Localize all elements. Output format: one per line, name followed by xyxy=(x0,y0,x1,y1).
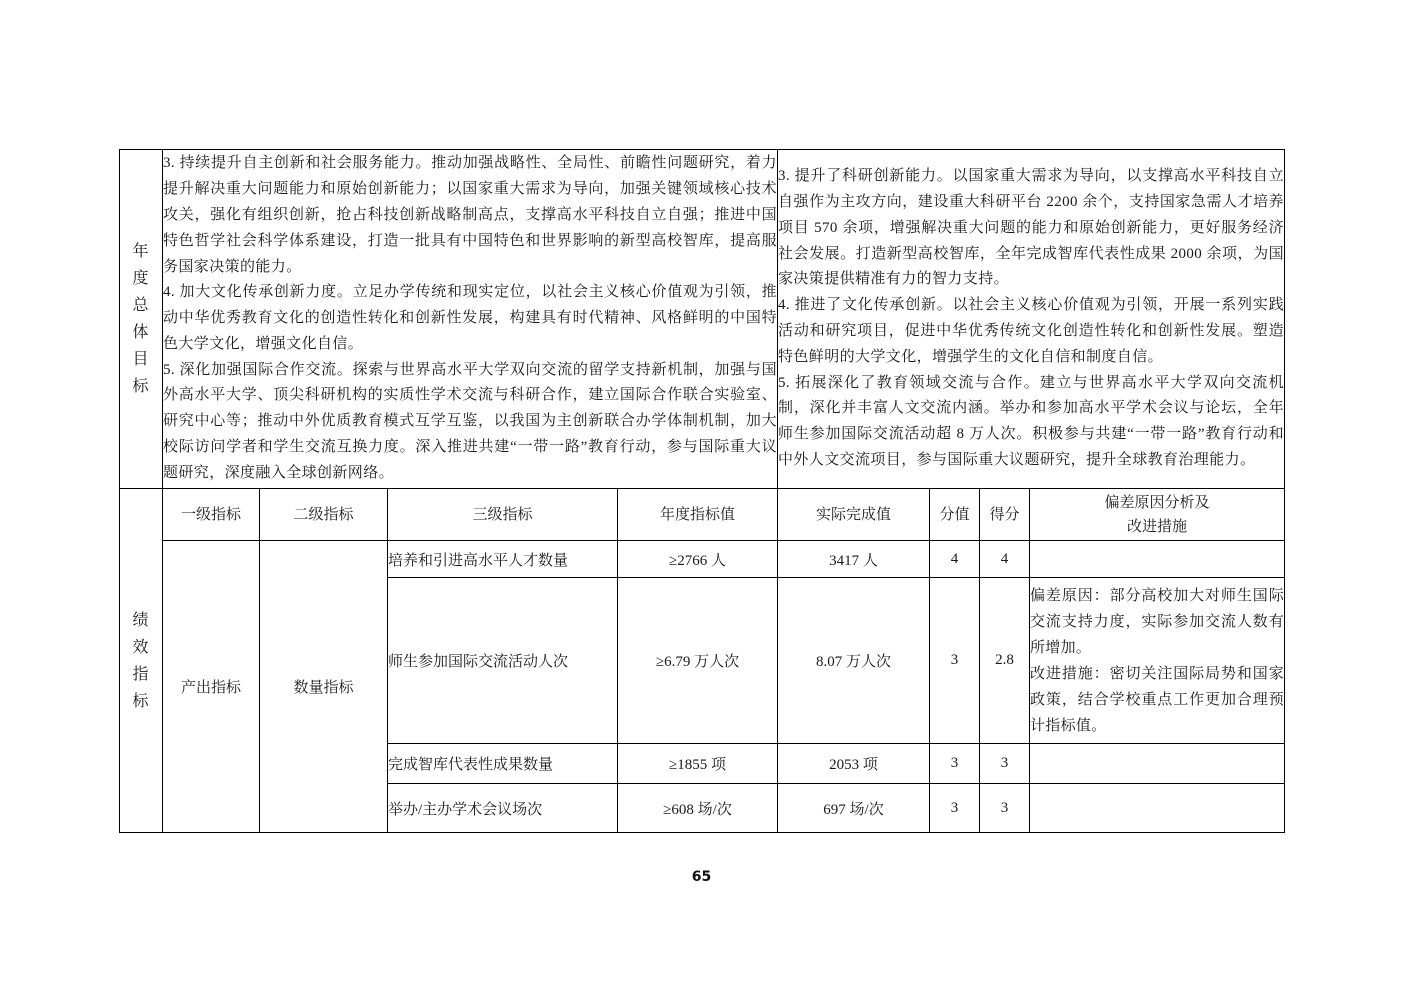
score-value: 4 xyxy=(980,541,1030,578)
goal-paragraph: 3. 提升了科研创新能力。以国家重大需求为导向，以支撑高水平科技自立自强作为主攻方向，建设重大科研平台 2200 余个，支持国家急需人才培养项目 570 余项，增强解决重大问题的能力和原始创新能力，更好服务经济社会发展。打造新型高校智库，全年完成智库代表性成果 2000 余项，为国家决策提供精准有力的智力支持。 xyxy=(778,168,1284,288)
deviation-reason: 偏差原因：部分高校加大对师生国际交流支持力度，实际参加交流人数有所增加。 xyxy=(1030,587,1284,656)
goal-paragraph: 4. 加大文化传承创新力度。立足办学传统和现实定位，以社会主义核心价值观为引领，推动中华优秀教育文化的创造性转化和创新性发展，构建具有时代精神、风格鲜明的中国特色大学文化，增强文化自信。 xyxy=(163,284,777,352)
points-value: 3 xyxy=(930,744,980,784)
performance-indicators-label xyxy=(120,489,163,833)
annual-goals-label xyxy=(120,150,163,489)
indicator-name: 完成智库代表性成果数量 xyxy=(388,744,618,784)
improvement-measure: 改进措施：密切关注国际局势和国家政策，结合学校重点工作更加合理预计指标值。 xyxy=(1030,665,1284,734)
col-header-level1: 一级指标 xyxy=(163,489,260,541)
target-value: ≥1855 项 xyxy=(618,744,778,784)
level1-group-cell: 产出指标 xyxy=(163,541,260,833)
level2-group-cell: 数量指标 xyxy=(260,541,388,833)
col-header-deviation xyxy=(1030,489,1285,541)
actual-value: 3417 人 xyxy=(778,541,930,578)
target-value: ≥2766 人 xyxy=(618,541,778,578)
goal-paragraph: 3. 持续提升自主创新和社会服务能力。推动加强战略性、全局性、前瞻性问题研究，着力提升解决重大问题能力和原始创新能力；以国家重大需求为导向，加强关键领域核心技术攻关，强化有组织创新，抢占科技创新战略制高点，支撑高水平科技自立自强；推进中国特色哲学社会科学体系建设，打造一批具有中国特色和世界影响的新型高校智库，提高服务国家决策的能力。 xyxy=(163,155,777,275)
annual-goals-label-text: 年 度 总 体 目 标 xyxy=(132,243,150,395)
deviation-cell xyxy=(1030,744,1285,784)
col-header-target: 年度指标值 xyxy=(618,489,778,541)
annual-goals-row xyxy=(120,150,1285,489)
actual-value: 8.07 万人次 xyxy=(778,578,930,744)
col-header-actual: 实际完成值 xyxy=(778,489,930,541)
annual-goals-achieved-text xyxy=(778,150,1285,489)
target-value: ≥6.79 万人次 xyxy=(618,578,778,744)
col-header-deviation-line2: 改进措施 xyxy=(1126,518,1187,535)
deviation-cell xyxy=(1030,541,1285,578)
indicators-header-row xyxy=(120,489,1285,541)
annual-goals-planned-text xyxy=(163,150,778,489)
deviation-cell xyxy=(1030,578,1285,744)
actual-value: 697 场/次 xyxy=(778,784,930,833)
col-header-level2: 二级指标 xyxy=(260,489,388,541)
goal-paragraph: 5. 深化加强国际合作交流。探索与世界高水平大学双向交流的留学支持新机制，加强与国外高水平大学、顶尖科研机构的实质性学术交流与科研合作，建立国际合作联合实验室、研究中心等；推动中外优质教育模式互学互鉴，以我国为主创新联合办学体制机制，加大校际访问学者和学生交流互换力度。深入推进共建“一带一路”教育行动，参与国际重大议题研究，深度融入全球创新网络。 xyxy=(163,361,777,481)
indicator-name: 师生参加国际交流活动人次 xyxy=(388,578,618,744)
performance-report-table xyxy=(119,149,1285,833)
col-header-level3: 三级指标 xyxy=(388,489,618,541)
col-header-points: 分值 xyxy=(930,489,980,541)
score-value: 3 xyxy=(980,784,1030,833)
indicator-name: 举办/主办学术会议场次 xyxy=(388,784,618,833)
col-header-score: 得分 xyxy=(980,489,1030,541)
score-value: 3 xyxy=(980,744,1030,784)
page-number: 65 xyxy=(691,869,712,885)
goal-paragraph: 5. 拓展深化了教育领域交流与合作。建立与世界高水平大学双向交流机制，深化并丰富人文交流内涵。举办和参加高水平学术会议与论坛，全年师生参加国际交流活动超 8 万人次。积极参与共建“一带一路”教育行动和中外人文交流项目，参与国际重大议题研究，提升全球教育治理能力。 xyxy=(778,374,1284,468)
points-value: 4 xyxy=(930,541,980,578)
performance-indicators-label-text: 绩 效 指 标 xyxy=(132,611,150,710)
deviation-cell xyxy=(1030,784,1285,833)
col-header-deviation-line1: 偏差原因分析及 xyxy=(1104,494,1210,511)
points-value: 3 xyxy=(930,784,980,833)
actual-value: 2053 项 xyxy=(778,744,930,784)
goal-paragraph: 4. 推进了文化传承创新。以社会主义核心价值观为引领，开展一系列实践活动和研究项目，促进中华优秀传统文化创造性转化和创新性发展。塑造特色鲜明的大学文化，增强学生的文化自信和制度自信。 xyxy=(778,297,1284,365)
indicator-name: 培养和引进高水平人才数量 xyxy=(388,541,618,578)
score-value: 2.8 xyxy=(980,578,1030,744)
indicator-row xyxy=(120,541,1285,578)
target-value: ≥608 场/次 xyxy=(618,784,778,833)
points-value: 3 xyxy=(930,578,980,744)
